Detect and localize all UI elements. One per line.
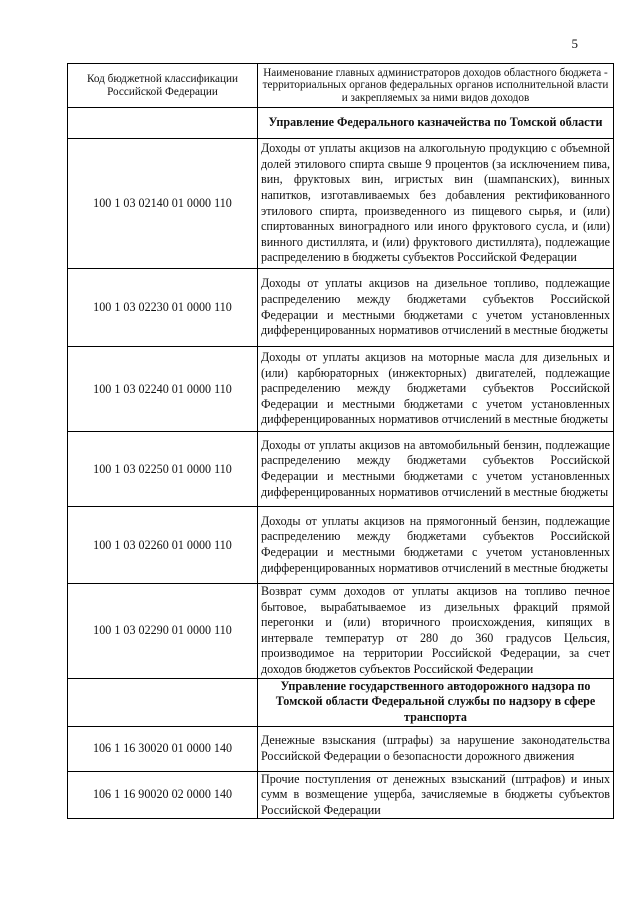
table-header-row xyxy=(68,64,614,108)
section-title: Управление государственного автодорожного надзора по Томской области Федеральной службы по надзору в сфере транспорта xyxy=(258,678,614,726)
revenue-description: Доходы от уплаты акцизов на дизельное топливо, подлежащие распределению между бюджетами субъектов Российской Федерации и местными бюджетами с учетом установленных дифференцированных нормативов отчислений в местные бюджеты xyxy=(258,269,614,347)
table-row xyxy=(68,771,614,819)
section-row xyxy=(68,108,614,139)
budget-code: 100 1 03 02260 01 0000 110 xyxy=(68,507,258,584)
table-row xyxy=(68,269,614,347)
revenue-description: Денежные взыскания (штрафы) за нарушение законодательства Российской Федерации о безопасности дорожного движения xyxy=(258,726,614,771)
table-row xyxy=(68,432,614,507)
revenue-description: Доходы от уплаты акцизов на прямогонный бензин, подлежащие распределению между бюджетами субъектов Российской Федерации и местными бюджетами с учетом установленных дифференцированных нормативов отчислений в местные бюджеты xyxy=(258,507,614,584)
revenue-description: Доходы от уплаты акцизов на моторные масла для дизельных и (или) карбюраторных (инжекторных) двигателей, подлежащие распределению между бюджетами субъектов Российской Федерации и местными бюджетами с учетом установленных дифференцированных нормативов отчислений в местные бюджеты xyxy=(258,347,614,432)
budget-code: 106 1 16 30020 01 0000 140 xyxy=(68,726,258,771)
budget-code: 100 1 03 02140 01 0000 110 xyxy=(68,139,258,269)
page-number: 5 xyxy=(571,36,578,51)
budget-code: 100 1 03 02230 01 0000 110 xyxy=(68,269,258,347)
section-row xyxy=(68,678,614,726)
revenue-description: Прочие поступления от денежных взысканий (штрафов) и иных сумм в возмещение ущерба, зачисляемые в бюджеты субъектов Российской Федерации xyxy=(258,771,614,819)
section-title: Управление Федерального казначейства по Томской области xyxy=(258,108,614,139)
header-name-column: Наименование главных администраторов доходов областного бюджета - территориальных органов федеральных органов исполнительной власти и закрепляемых за ними видов доходов xyxy=(258,64,614,108)
table-row xyxy=(68,584,614,679)
section-code-cell xyxy=(68,108,258,139)
revenue-description: Доходы от уплаты акцизов на автомобильный бензин, подлежащие распределению между бюджетами субъектов Российской Федерации и местными бюджетами с учетом установленных дифференцированных нормативов отчислений в местные бюджеты xyxy=(258,432,614,507)
revenue-classification-table xyxy=(67,63,614,819)
budget-code: 100 1 03 02290 01 0000 110 xyxy=(68,584,258,679)
table-row xyxy=(68,726,614,771)
section-code-cell xyxy=(68,678,258,726)
budget-code: 106 1 16 90020 02 0000 140 xyxy=(68,771,258,819)
header-code-column: Код бюджетной классификации Российской Федерации xyxy=(68,64,258,108)
budget-code: 100 1 03 02240 01 0000 110 xyxy=(68,347,258,432)
revenue-description: Доходы от уплаты акцизов на алкогольную продукцию с объемной долей этилового спирта свыше 9 процентов (за исключением пива, вин, фруктовых вин, игристых вин (шампанских), винных напитков, изготавливаемых без добавления ректификованного этилового спирта, произведенного из пищевого сырья, и (или) спиртованных виноградного или иного фруктового сусла, и (или) винного дистиллята, и (или) фруктового дистиллята), подлежащие распределению в бюджеты субъектов Российской Федерации xyxy=(258,139,614,269)
table-row xyxy=(68,139,614,269)
revenue-description: Возврат сумм доходов от уплаты акцизов на топливо печное бытовое, вырабатываемое из дизельных фракций прямой перегонки и (или) вторичного происхождения, кипящих в интервале температур от 280 до 360 градусов Цельсия, производимое на территории Российской Федерации, за счет доходов бюджетов субъектов Российской Федерации xyxy=(258,584,614,679)
budget-code: 100 1 03 02250 01 0000 110 xyxy=(68,432,258,507)
table-row xyxy=(68,347,614,432)
table-row xyxy=(68,507,614,584)
